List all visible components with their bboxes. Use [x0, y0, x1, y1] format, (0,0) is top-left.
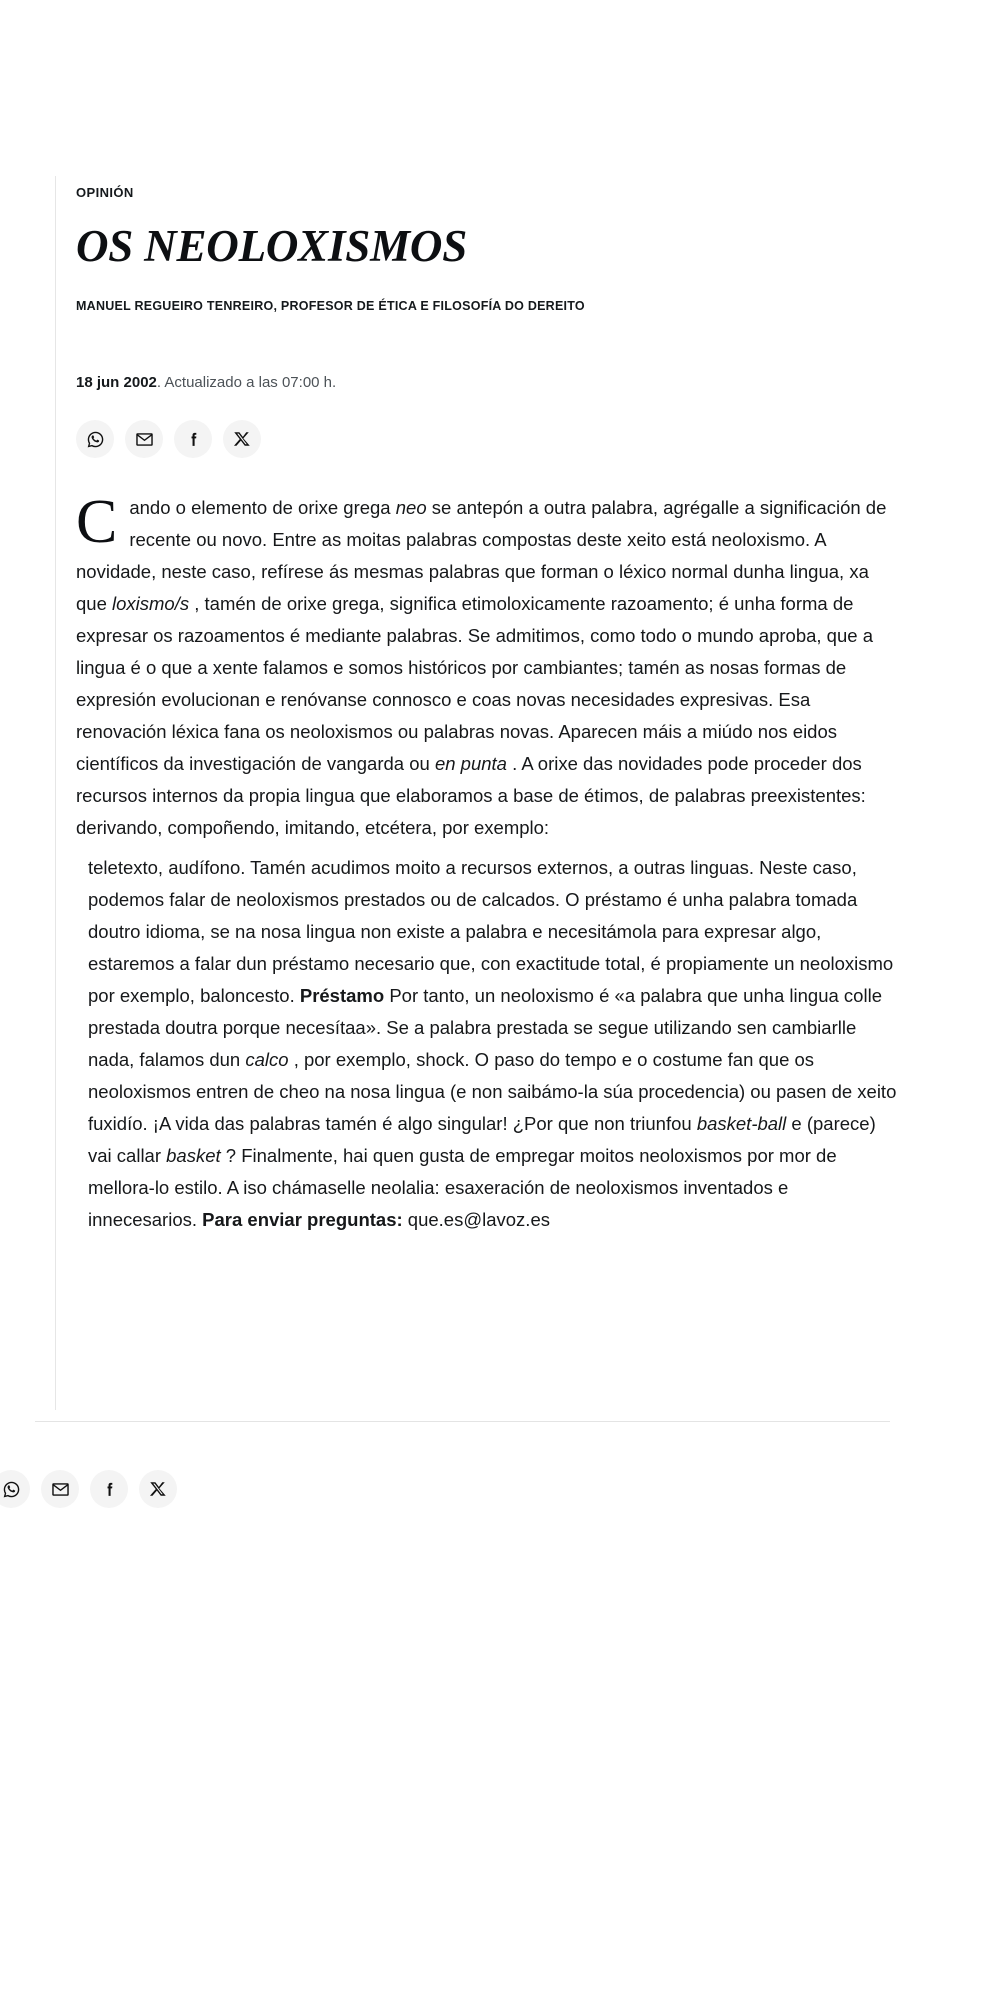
whatsapp-icon [2, 1480, 21, 1499]
x-twitter-icon [149, 1480, 167, 1498]
share-x-button[interactable] [223, 420, 261, 458]
p2-emphasis-calco: calco [245, 1049, 289, 1071]
share-whatsapp-button-bottom[interactable] [0, 1470, 30, 1508]
p2-text-5: ? Finalmente, hai quen gusta de empregar moitos neoloxismos por mor de mellora-lo estilo. A iso chámaselle neolalia: esaxeración de neoloxismos inventados e innecesarios. [88, 1145, 837, 1231]
paragraph-2 [76, 852, 900, 1236]
x-twitter-icon [233, 430, 251, 448]
p1-text-3: , tamén de orixe grega, significa etimoloxicamente razoamento; é unha forma de expresar os razoamentos é mediante palabras. Se admitimos, como todo o mundo aproba, que a lingua é o que a xente falamos e somos históricos por cambiantes; tamén as nosas formas de expresión evolucionan e renóvanse connosco e coas novas necesidades expresivas. Esa renovación léxica fana os neoloxismos ou palabras novas. Aparecen máis a miúdo nos eidos científicos da investigación de vangarda ou [76, 593, 873, 775]
p1-emphasis-neo: neo [395, 497, 427, 519]
p1-emphasis-en-punta: en punta [434, 753, 507, 775]
p2-emphasis-basket-ball: basket-ball [696, 1113, 787, 1135]
footer-divider [35, 1421, 890, 1422]
updated-text: . Actualizado a las 07:00 h. [156, 373, 337, 391]
share-bar-top [76, 420, 900, 458]
email-icon [135, 430, 154, 449]
facebook-icon [184, 430, 203, 449]
page-title: OS NEOLOXISMOS [76, 220, 468, 271]
p1-text-1: ando o elemento de orixe grega [129, 497, 396, 519]
email-icon [51, 1480, 70, 1499]
share-facebook-button-bottom[interactable] [90, 1470, 128, 1508]
p1-emphasis-loxismo: loxismo/s [112, 593, 190, 615]
p2-text-3: , por exemplo, shock. O paso do tempo e o costume fan que os neoloxismos entren de cheo na nosa lingua (e non saibámo-la súa procedencia) ou pasen de xeito fuxidío. ¡A vida das palabras tamén é algo singular! ¿Por que non triunfou [88, 1049, 897, 1135]
share-facebook-button[interactable] [174, 420, 212, 458]
share-bar-bottom [0, 1470, 177, 1508]
p2-text-6: que.es@lavoz.es [402, 1209, 550, 1231]
p2-text-4: e (parece) vai callar [88, 1113, 876, 1167]
article-timestamp [76, 373, 900, 393]
p1-text-4: . A orixe das novidades pode proceder dos recursos internos da propia lingua que elaboramos a base de étimos, de palabras preexistentes: derivando, compoñendo, imitando, etcétera, por exemplo: [76, 753, 866, 839]
publish-date: 18 jun 2002 [76, 373, 157, 391]
p2-strong-preguntas: Para enviar preguntas: [202, 1209, 403, 1231]
share-whatsapp-button[interactable] [76, 420, 114, 458]
paragraph-1 [76, 488, 900, 844]
p2-strong-prestamo: Préstamo [299, 985, 385, 1007]
article-byline: MANUEL REGUEIRO TENREIRO, PROFESOR DE ÉTICA E FILOSOFÍA DO DEREITO [76, 299, 585, 314]
p2-emphasis-basket: basket [166, 1145, 221, 1167]
share-email-button-bottom[interactable] [41, 1470, 79, 1508]
article-container [76, 185, 900, 1236]
article-body [76, 488, 900, 1236]
section-kicker[interactable]: OPINIÓN [76, 185, 134, 200]
p2-text-2: Por tanto, un neoloxismo é «a palabra que unha lingua colle prestada doutra porque necesítaa». Se a palabra prestada se segue utilizando sen cambiarlle nada, falamos dun [88, 985, 882, 1071]
share-email-button[interactable] [125, 420, 163, 458]
p1-text-2: se antepón a outra palabra, agrégalle a significación de recente ou novo. Entre as moitas palabras compostas deste xeito está neoloxismo. A novidade, neste caso, refírese ás mesmas palabras que forman o léxico normal dunha lingua, xa que [76, 497, 887, 615]
drop-cap: C [76, 488, 118, 557]
p2-text-1: teletexto, audífono. Tamén acudimos moito a recursos externos, a outras linguas. Neste caso, podemos falar de neoloxismos prestados ou de calcados. O préstamo é unha palabra tomada doutro idioma, se na nosa lingua non existe a palabra e necesitámola para expresar algo, estaremos a falar dun préstamo necesario que, con exactitude total, é propiamente un neoloxismo por exemplo, baloncesto. [88, 857, 894, 1007]
content-left-rule [55, 176, 56, 1410]
facebook-icon [100, 1480, 119, 1499]
whatsapp-icon [86, 430, 105, 449]
share-x-button-bottom[interactable] [139, 1470, 177, 1508]
